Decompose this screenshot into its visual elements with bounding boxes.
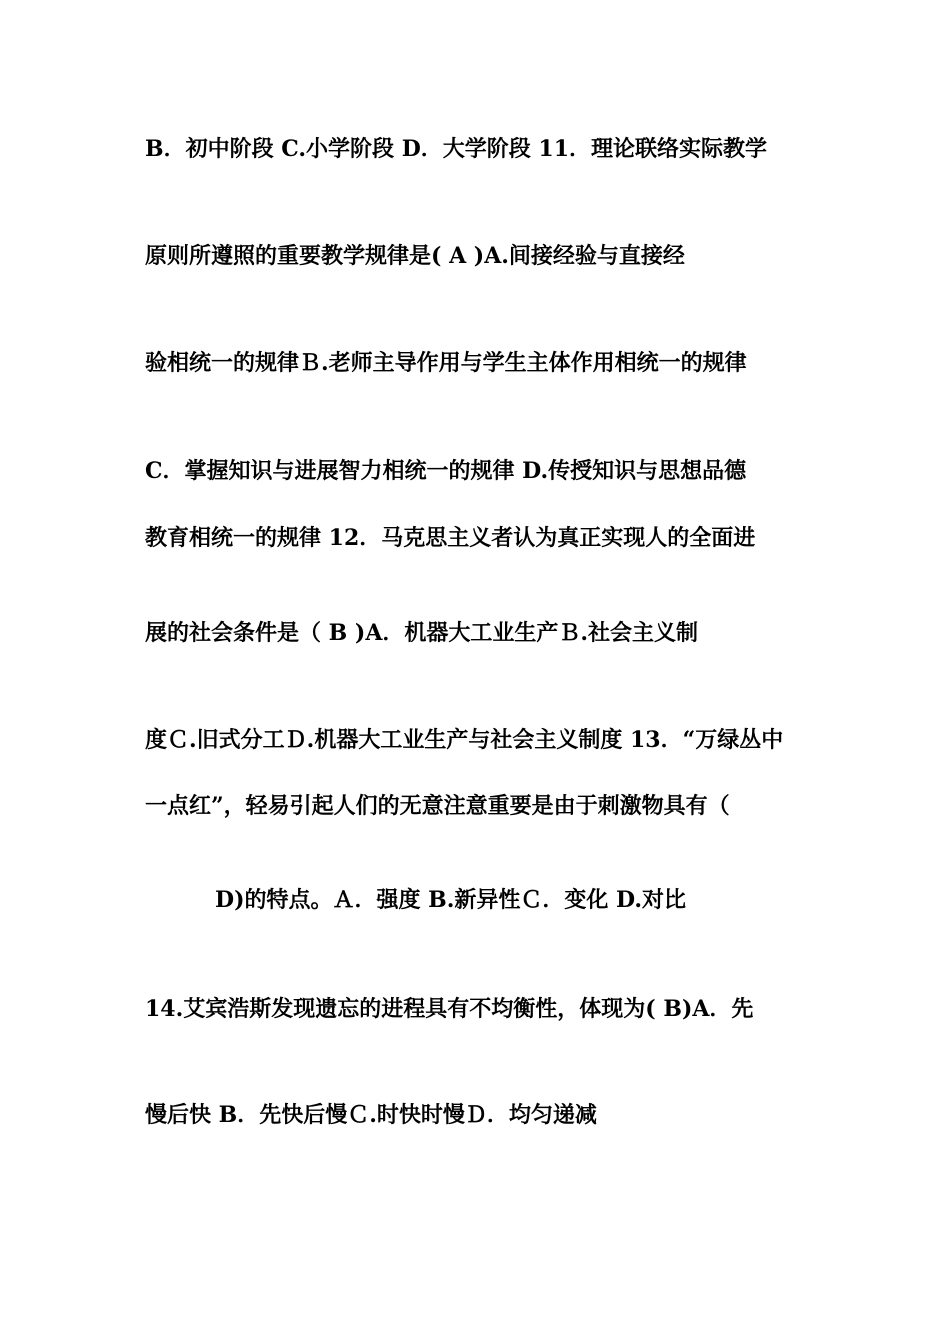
text-line: 教育相统一的规律 12．马克思主义者认为真正实现人的全面进 bbox=[145, 525, 756, 551]
text-line: 一点红”，轻易引起人们的无意注意重要是由于刺激物具有（ bbox=[145, 793, 730, 819]
text-line: 验相统一的规律Ｂ.老师主导作用与学生主体作用相统一的规律 bbox=[145, 350, 747, 376]
text-line: 度Ｃ.旧式分工Ｄ.机器大工业生产与社会主义制度 13．“万绿丛中 bbox=[145, 727, 784, 753]
text-line: 原则所遵照的重要教学规律是( A )A.间接经验与直接经 bbox=[145, 243, 685, 269]
text-line: B．初中阶段 C.小学阶段 D．大学阶段 11．理论联络实际教学 bbox=[145, 136, 768, 162]
text-line: D)的特点。Ａ．强度 B.新异性Ｃ．变化 D.对比 bbox=[215, 887, 687, 913]
text-line: 展的社会条件是（ B )A．机器大工业生产Ｂ.社会主义制 bbox=[145, 620, 699, 646]
text-line: 14.艾宾浩斯发现遗忘的进程具有不均衡性，体现为( B)A．先 bbox=[145, 996, 754, 1022]
text-line: C．掌握知识与进展智力相统一的规律 D.传授知识与思想品德 bbox=[145, 458, 747, 484]
text-line: 慢后快 B．先快后慢Ｃ.时快时慢Ｄ．均匀递减 bbox=[145, 1102, 597, 1128]
